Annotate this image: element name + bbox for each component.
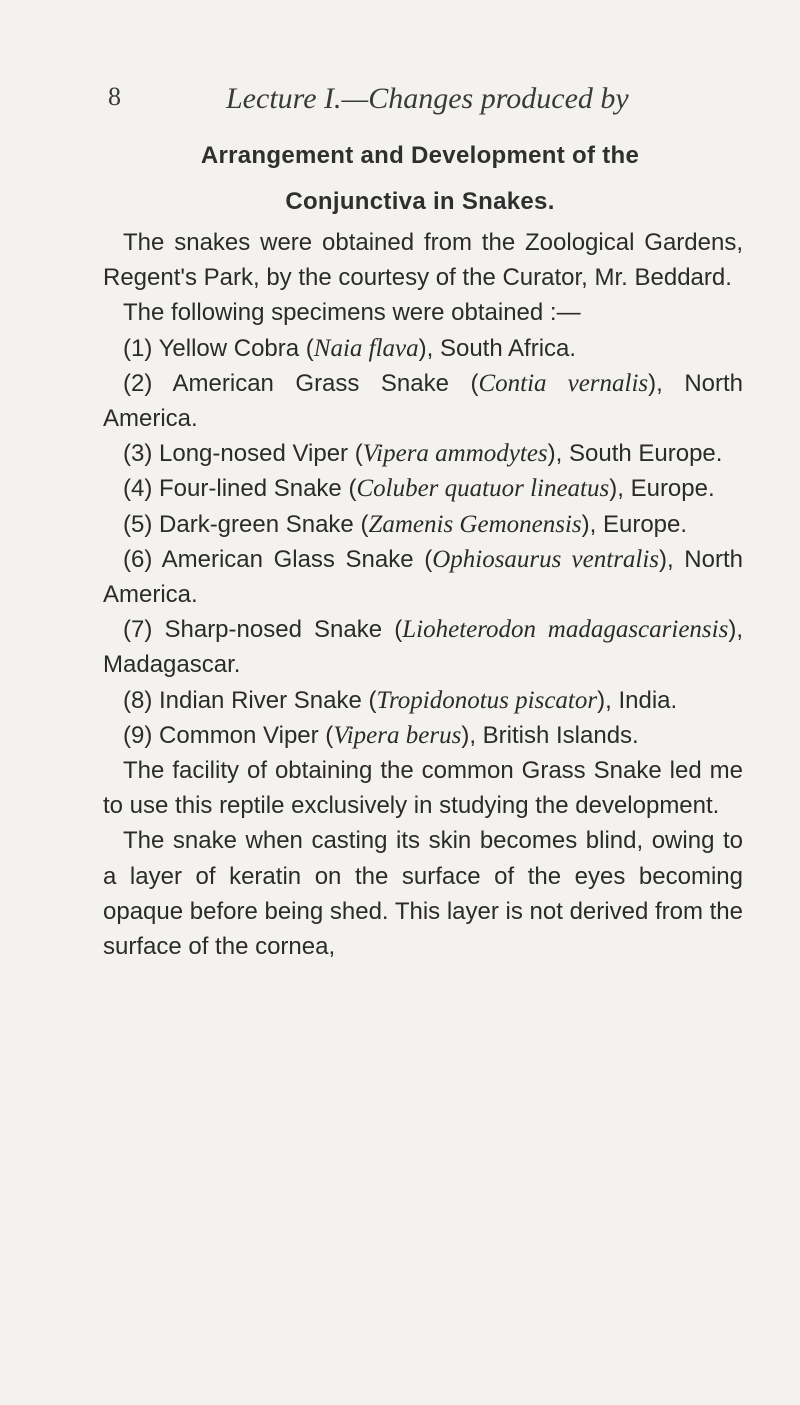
running-head xyxy=(108,82,728,118)
list-item: (1) Yellow Cobra (Naia flava), South Africa. xyxy=(123,334,577,362)
latin-name: Vipera ammodytes xyxy=(362,440,548,468)
latin-name: Zamenis Gemonensis xyxy=(368,510,582,538)
latin-name: Vipera berus xyxy=(333,721,462,749)
list-item: (9) Common Viper (Vipera berus), British Islands. xyxy=(123,721,639,749)
list-item: (4) Four-lined Snake (Coluber quatuor lineatus), Europe. xyxy=(123,475,715,503)
specimens-intro: The following specimens were obtained :— xyxy=(123,299,581,327)
list-item: (8) Indian River Snake (Tropidonotus piscator), India. xyxy=(123,686,678,714)
running-head-title: Lecture I.—Changes produced by xyxy=(226,82,629,115)
body-text xyxy=(103,225,743,964)
list-item: (6) American Glass Snake (Ophiosaurus ventralis), North America. xyxy=(103,545,743,609)
latin-name: Contia vernalis xyxy=(478,369,649,397)
closing-paragraph-2: The snake when casting its skin becomes blind, owing to a layer of keratin on the surface of the eyes becoming opaque before being shed. This layer is not derived from the surface of the cornea, xyxy=(103,827,743,961)
section-heading-line-2: Conjunctiva in Snakes. xyxy=(285,188,555,215)
latin-name: Lioheterodon madagascariensis xyxy=(402,616,729,644)
list-item: (5) Dark-green Snake (Zamenis Gemonensis), Europe. xyxy=(123,510,688,538)
list-item: (3) Long-nosed Viper (Vipera ammodytes), South Europe. xyxy=(123,440,723,468)
page-number: 8 xyxy=(108,82,121,111)
section-heading-line-1: Arrangement and Development of the xyxy=(200,142,640,169)
list-item: (7) Sharp-nosed Snake (Lioheterodon madagascariensis), Madagascar. xyxy=(103,616,743,679)
intro-paragraph: The snakes were obtained from the Zoological Gardens, Regent's Park, by the courtesy of the Curator, Mr. Beddard. xyxy=(103,229,743,292)
list-item: (2) American Grass Snake (Contia vernalis), North America. xyxy=(103,369,744,433)
latin-name: Tropidonotus piscator xyxy=(376,686,598,714)
latin-name: Naia flava xyxy=(313,334,419,362)
latin-name: Ophiosaurus ventralis xyxy=(432,545,660,573)
latin-name: Coluber quatuor lineatus xyxy=(356,475,610,503)
closing-paragraph-1: The facility of obtaining the common Grass Snake led me to use this reptile exclusively in studying the development. xyxy=(103,757,743,820)
